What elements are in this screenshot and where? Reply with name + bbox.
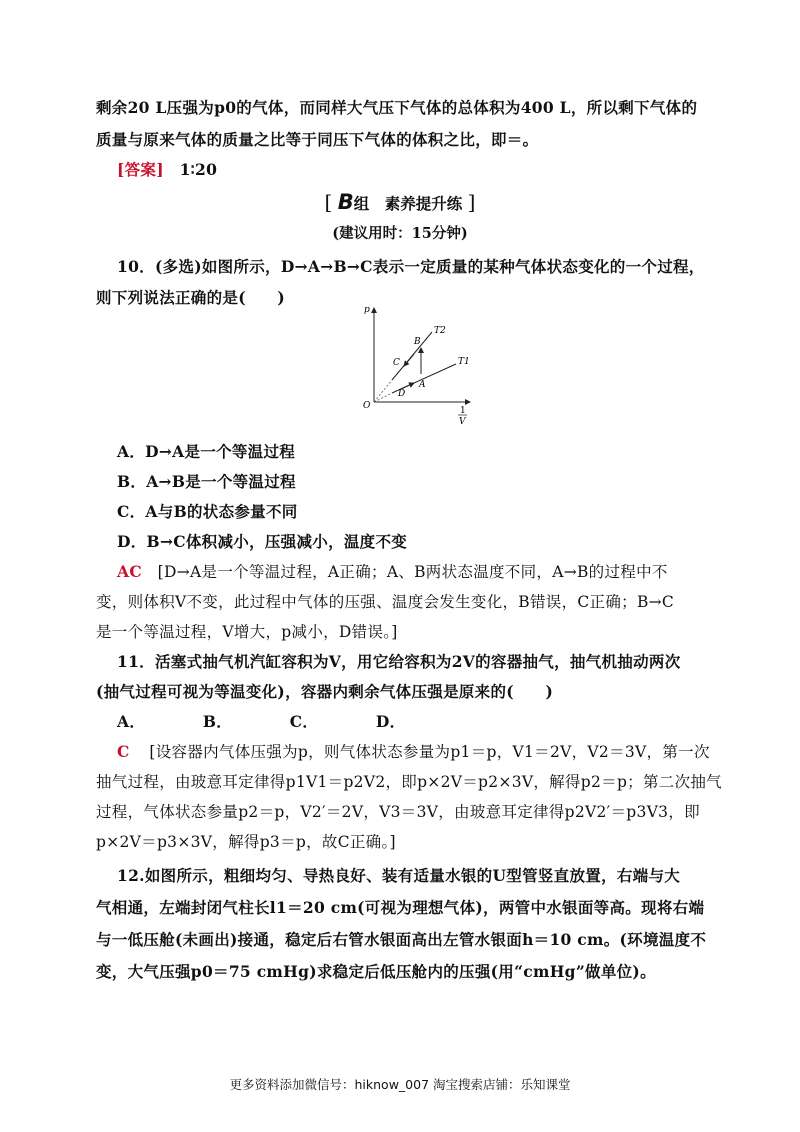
q11-explanation: C [设容器内气体压强为p，则气体状态参量为p1＝p，V1＝2V，V2＝3V，第一次 <box>117 742 710 761</box>
section-title: 组 素养提升练 <box>353 194 463 213</box>
q11-answer: C <box>117 742 130 761</box>
q11-option-a: A． <box>117 712 146 731</box>
pv-graph <box>352 300 482 428</box>
q12-stem: 气相通，左端封闭气柱长l1＝20 cm(可视为理想气体)，两管中水银面等高。现将右端 <box>96 898 705 917</box>
text-line: 剩余20 L压强为p0的气体，而同样大气压下气体的总体积为400 L，所以剩下气体的 <box>96 98 698 117</box>
label-t2: T2 <box>434 326 446 336</box>
q10-stem: 10．(多选)如图所示，D→A→B→C表示一定质量的某种气体状态变化的一个过程， <box>117 257 705 276</box>
q10-stem: 则下列说法正确的是( ) <box>96 288 286 307</box>
time-note: (建议用时：15分钟) <box>332 225 468 242</box>
q10-option-a: A．D→A是一个等温过程 <box>117 442 296 461</box>
process-b-c <box>404 354 414 366</box>
label-a: A <box>419 380 426 390</box>
section-header: [ B组 素养提升练 ] <box>324 190 476 214</box>
label-c: C <box>393 358 400 368</box>
q11-options <box>117 710 405 732</box>
q10-option-d: D．B→C体积减小，压强减小，温度不变 <box>117 532 408 551</box>
q10-explanation-line: 变，则体积V不变，此过程中气体的压强、温度会发生变化，B错误，C正确；B→C <box>96 593 675 611</box>
q10-answer: AC <box>117 562 142 581</box>
q11-explanation-line: 抽气过程，由玻意耳定律得p1V1＝p2V2，即p×2V＝p2×3V，解得p2＝p；第二次抽气 <box>96 773 722 791</box>
text-line: 质量与原来气体的质量之比等于同压下气体的体积之比，即＝。 <box>96 130 539 149</box>
q10-explanation: AC [D→A是一个等温过程，A正确；A、B两状态温度不同，A→B的过程中不 <box>117 562 668 581</box>
label-x-numerator: 1 <box>460 406 466 416</box>
label-x-denominator: V <box>459 417 466 427</box>
section-letter: B <box>337 190 354 214</box>
q11-explanation-line: p×2V＝p3×3V，解得p3＝p，故C正确。] <box>96 833 396 851</box>
q11-stem: 11．活塞式抽气机汽缸容积为V，用它给容积为2V的容器抽气，抽气机抽动两次 <box>117 652 681 671</box>
q12-stem: 变，大气压强p0＝75 cmHg)求稳定后低压舱内的压强(用“cmHg”做单位)。 <box>96 962 656 981</box>
label-p: p <box>364 305 370 315</box>
q11-option-c: C． <box>289 712 319 731</box>
q11-option-d: D． <box>375 712 406 731</box>
answer-line <box>117 158 217 180</box>
label-origin: O <box>363 401 371 411</box>
label-d: D <box>398 389 406 399</box>
answer-label: [答案] <box>117 160 164 179</box>
q11-option-b: B． <box>202 712 233 731</box>
label-b: B <box>414 337 421 347</box>
q12-stem: 与一低压舱(未画出)接通，稳定后右管水银面高出左管水银面h＝10 cm。(环境温度不 <box>96 930 707 949</box>
footer-note: 更多资料添加微信号：hiknow_007 淘宝搜索店铺：乐知课堂 <box>229 1077 571 1092</box>
answer-value: 1∶20 <box>179 160 218 179</box>
label-t1: T1 <box>458 357 470 367</box>
process-d-a <box>402 383 414 389</box>
q10-explanation-line: 是一个等温过程，V增大，p减小，D错误。] <box>96 623 398 641</box>
q10-option-c: C．A与B的状态参量不同 <box>117 502 298 521</box>
q10-option-b: B．A→B是一个等温过程 <box>117 472 296 491</box>
q11-explanation-line: 过程，气体状态参量p2＝p，V2′＝2V，V3＝3V，由玻意耳定律得p2V2′＝p3V3，即 <box>96 803 700 821</box>
q11-stem: (抽气过程可视为等温变化)，容器内剩余气体压强是原来的( ) <box>96 682 554 701</box>
q12-stem: 12.如图所示，粗细均匀、导热良好、装有适量水银的U型管竖直放置，右端与大 <box>117 866 681 885</box>
